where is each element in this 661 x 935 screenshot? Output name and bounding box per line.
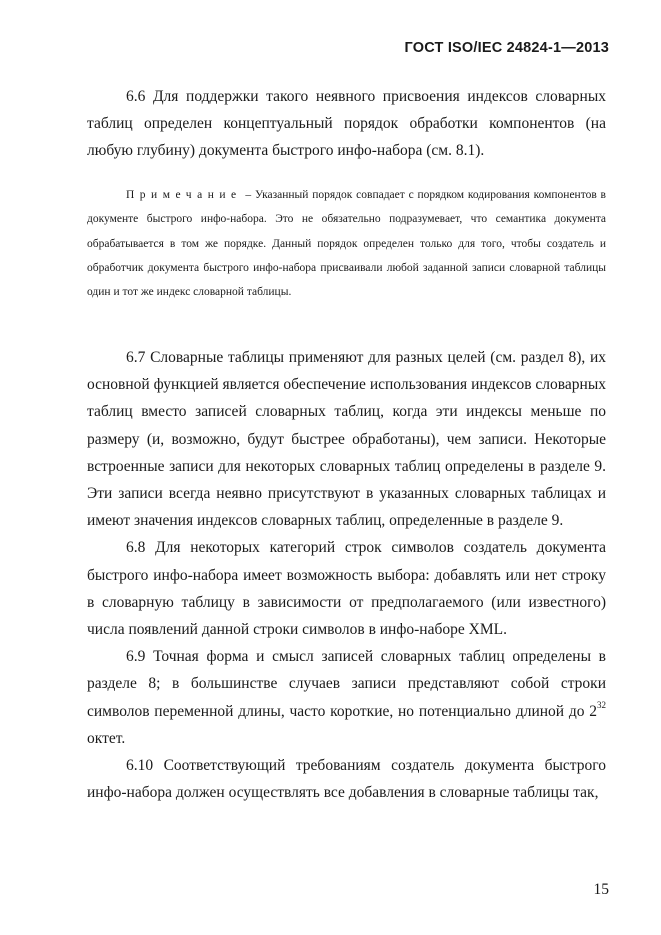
page-number: 15	[593, 881, 609, 898]
paragraph-6-7: 6.7 Словарные таблицы применяют для разных целей (см. раздел 8), их основной функцией является обеспечение использования индексов словарных таблиц вместо записей словарных таблиц, когда эти индексы меньше по размеру (и, возможно, будут быстрее обработаны), чем записи. Некоторые встроенные записи для некоторых словарных таблиц определены в разделе 9. Эти записи всегда неявно присутствуют в указанных словарных таблицах и имеют значения индексов словарных таблиц, определенные в разделе 9.	[87, 349, 606, 530]
section-6-6	[87, 83, 606, 165]
paragraph-6-9-tail: октет.	[87, 729, 126, 747]
note-paragraph	[87, 183, 606, 304]
sections-6-7-to-6-10	[87, 344, 606, 806]
exponent: 32	[597, 699, 606, 710]
note-text: – Указанный порядок совпадает с порядком кодирования компонентов в документе быстрого инфо-набора. Это не обязательно подразумевает, что семантика документа обрабатывается в том же порядке. Данный порядок определен только для того, чтобы создатель и обработчик документа быстрого инфо-набора присваивали любой заданной записи словарной таблицы один и тот же индекс словарной таблицы.	[87, 189, 606, 299]
paragraph-6-8: 6.8 Для некоторых категорий строк символов создатель документа быстрого инфо-набора имеет возможность выбора: добавлять или нет строку в словарную таблицу в зависимости от предполагаемого (или известного) числа появлений данной строки символов в инфо-наборе XML.	[87, 539, 606, 639]
paragraph-6-9	[87, 643, 606, 752]
note-label: Примечание	[126, 189, 242, 201]
paragraph-6-10: 6.10 Соответствующий требованиям создатель документа быстрого инфо-набора должен осуществлять все добавления в словарные таблицы так,	[87, 757, 606, 802]
note-block	[87, 183, 606, 304]
document-header: ГОСТ ISO/IEC 24824-1—2013	[404, 40, 609, 56]
paragraph-6-6: 6.6 Для поддержки такого неявного присвоения индексов словарных таблиц определен концептуальный порядок обработки компонентов (на любую глубину) документа быстрого инфо-набора (см. 8.1).	[87, 88, 606, 160]
paragraph-6-9-text: 6.9 Точная форма и смысл записей словарных таблиц определены в разделе 8; в большинстве случаев записи представляют собой строки символов переменной длины, часто короткие, но потенциально длиной до 2	[87, 648, 606, 720]
